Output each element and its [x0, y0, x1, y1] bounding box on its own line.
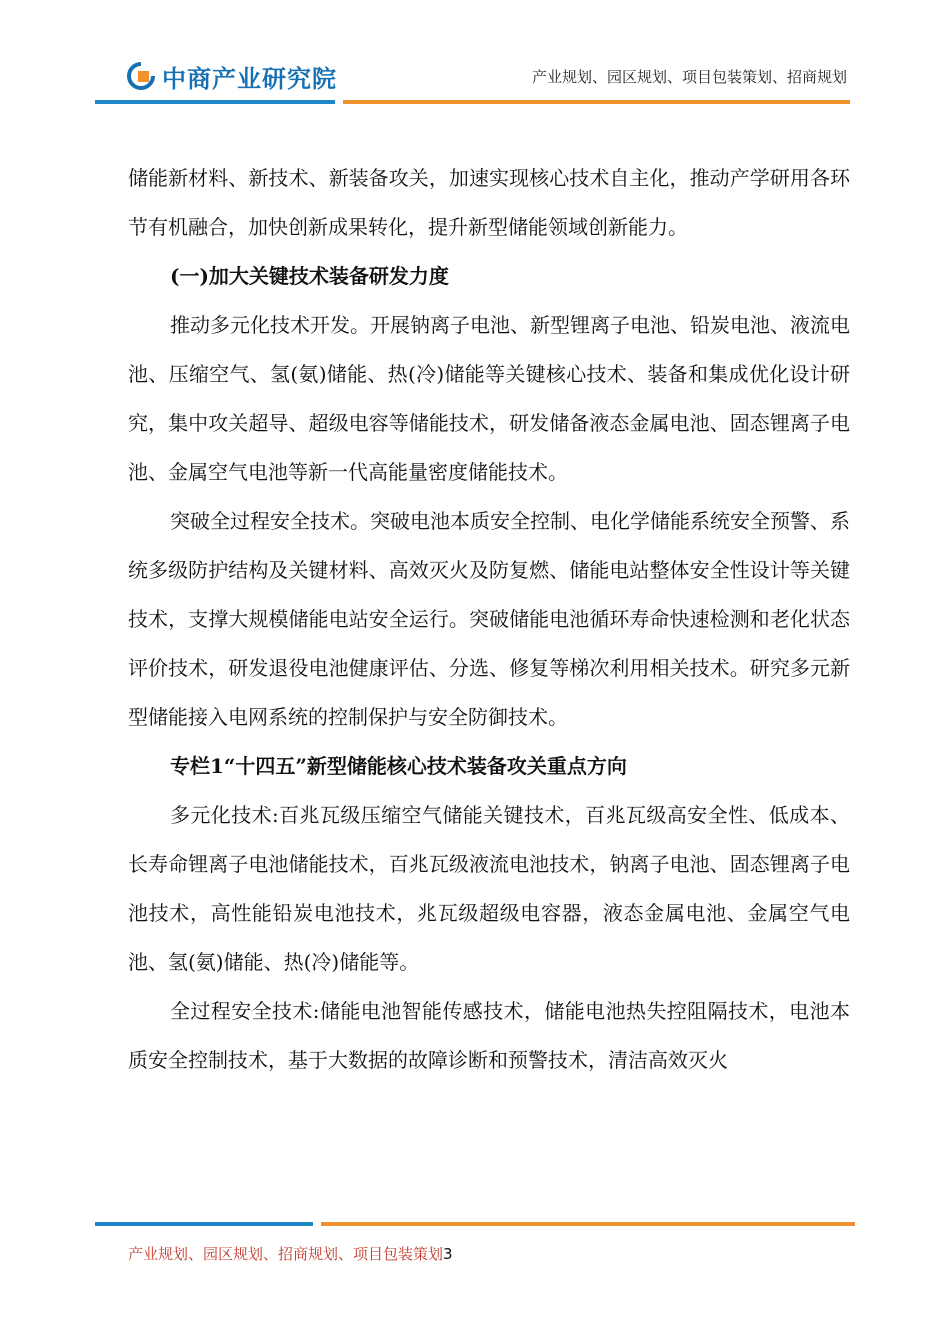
- paragraph-safety-tech: 突破全过程安全技术。突破电池本质安全控制、电化学储能系统安全预警、系统多级防护结构及关键材料、高效灭火及防复燃、储能电站整体安全性设计等关键技术，支撑大规模储能电站安全运行。突破储能电池循环寿命快速检测和老化状态评价技术，研发退役电池健康评估、分选、修复等梯次利用相关技术。研究多元新型储能接入电网系统的控制保护与安全防御技术。: [128, 509, 850, 729]
- column-heading-1: 专栏1“十四五”新型储能核心技术装备攻关重点方向: [170, 754, 627, 778]
- header-tagline: 产业规划、园区规划、项目包装策划、招商规划: [531, 68, 847, 86]
- page-footer: [128, 1243, 453, 1264]
- paragraph-column-diversified: 多元化技术:百兆瓦级压缩空气储能关键技术，百兆瓦级高安全性、低成本、长寿命锂离子电池储能技术，百兆瓦级液流电池技术，钠离子电池、固态锂离子电池技术，高性能铅炭电池技术，兆瓦级超级电容器，液态金属电池、金属空气电池、氢(氨)储能、热(冷)储能等。: [128, 803, 850, 974]
- footer-divider-orange: [321, 1222, 855, 1226]
- header-divider-blue: [95, 100, 335, 104]
- section-heading-1: (一)加大关键技术装备研发力度: [170, 264, 449, 288]
- logo[interactable]: [126, 58, 337, 94]
- paragraph-diversified-tech: 推动多元化技术开发。开展钠离子电池、新型锂离子电池、铅炭电池、液流电池、压缩空气、氢(氨)储能、热(冷)储能等关键核心技术、装备和集成优化设计研究，集中攻关超导、超级电容等储能技术，研发储备液态金属电池、固态锂离子电池、金属空气电池等新一代高能量密度储能技术。: [128, 313, 850, 484]
- footer-divider-blue: [95, 1222, 313, 1226]
- cube-logo-icon: [126, 61, 156, 91]
- page-number: 3: [443, 1245, 453, 1263]
- logo-text: 中商产业研究院: [162, 64, 337, 93]
- paragraph-column-safety: 全过程安全技术:储能电池智能传感技术，储能电池热失控阻隔技术，电池本质安全控制技术，基于大数据的故障诊断和预警技术，清洁高效灭火: [128, 999, 850, 1072]
- footer-tagline: 产业规划、园区规划、招商规划、项目包装策划: [128, 1245, 444, 1263]
- header-divider-orange: [343, 100, 850, 104]
- document-body: [128, 154, 850, 1085]
- page-header: [0, 0, 950, 110]
- paragraph-intro: 储能新材料、新技术、新装备攻关，加速实现核心技术自主化，推动产学研用各环节有机融合，加快创新成果转化，提升新型储能领域创新能力。: [128, 166, 850, 239]
